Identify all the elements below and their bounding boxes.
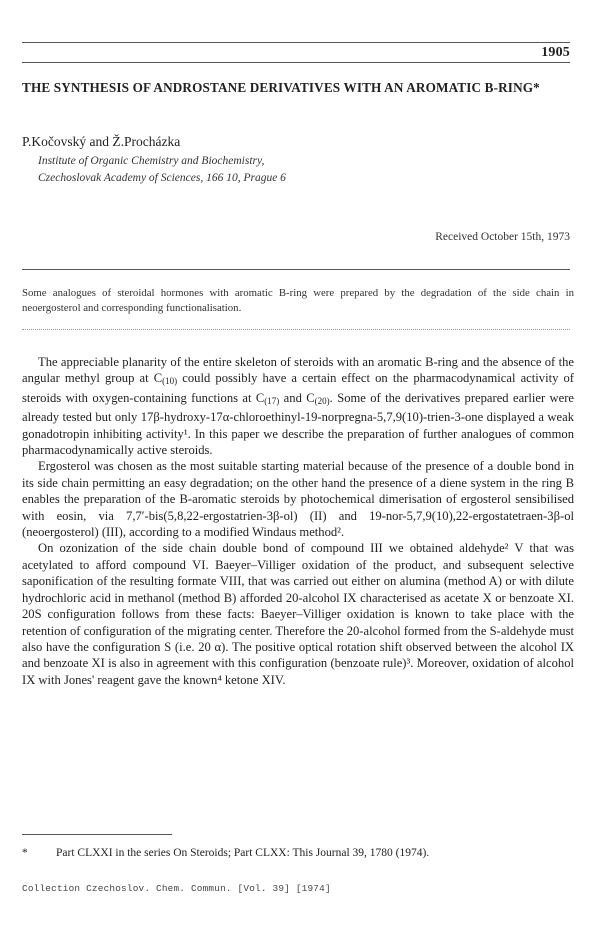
received-date: Received October 15th, 1973 (435, 231, 570, 243)
abstract-rule-top (22, 269, 570, 270)
affiliation-line-1: Institute of Organic Chemistry and Biochemistry, (38, 155, 265, 167)
paragraph-2: Ergosterol was chosen as the most suitable starting material because of the presence of a double bond in its side chain permitting an easy degradation; on the other hand the presence of a diene system in the ring B enables the preparation of the B-aromatic steroids by photochemical dimerisation of ergosterol sensibilised with eosin, via 7,7′-bis(5,8,22-ergostatrien-3β-ol) (II) and 19-nor-5,7,9(10),22-ergostatetraen-3β-ol (neoergosterol) (III), according to a modified Windaus method². (22, 459, 574, 540)
paragraph-3: On ozonization of the side chain double bond of compound III we obtained aldehyde² V that was acetylated to afford compound VI. Baeyer–Villiger oxidation of the product, and subsequent selective saponification of the resulting formate VIII, that was carried out either on alumina (method A) or with dilute hydrochloric acid in methanol (method B) afforded 20-alcohol IX characterised as acetate X or benzoate XI. 20S configuration follows from these facts: Baeyer–Villiger oxidation is known to take place with the retention of configuration of the migrating center. Therefore the 20-alcohol formed from the S-aldehyde must also have the configuration S (i.e. 20 α). The positive optical rotation shift observed between the alcohol IX and benzoate XI is also in agreement with this configuration (benzoate rule)³. Moreover, oxidation of alcohol IX with Jones' reagent gave the known⁴ ketone XIV. (22, 541, 574, 687)
footnote (22, 847, 429, 859)
abstract-rule-bottom (22, 329, 570, 330)
authors: P.Kočovský and Ž.Procházka (22, 134, 181, 149)
journal-citation: Collection Czechoslov. Chem. Commun. [Vol. 39] [1974] (22, 883, 331, 894)
footnote-rule (22, 834, 172, 835)
page-number: 1905 (541, 45, 570, 60)
abstract: Some analogues of steroidal hormones with aromatic B-ring were prepared by the degradation of the side chain in neoergosterol and corresponding functionalisation. (22, 287, 574, 314)
paragraph-1: The appreciable planarity of the entire skeleton of steroids with an aromatic B-ring and the absence of the angular methyl group at $C_{(10)}$ could possibly have a certain effect on the pharmacodynamical activity of steroids with oxygen-containing functions at $C_{(17)}$ and $C_{(20)}$. Some of the derivatives prepared earlier were already tested but only 17β-hydroxy-17α-chloroethinyl-19-norpregna-5,7,9(10)-trien-3-one displayed a weak gonadotropin inhibiting activity¹. In this paper we describe the preparation of further analogues of common pharmacodynamically active steroids. (22, 355, 574, 458)
affiliation-line-2: Czechoslovak Academy of Sciences, 166 10, Prague 6 (38, 172, 286, 184)
footnote-mark: * (22, 847, 28, 859)
header-rule-lower (22, 62, 570, 63)
footnote-text: Part CLXXI in the series On Steroids; Part CLXX: This Journal 39, 1780 (1974). (56, 847, 430, 859)
article-body (22, 354, 574, 688)
header-rule (22, 42, 570, 43)
article-title: THE SYNTHESIS OF ANDROSTANE DERIVATIVES WITH AN AROMATIC B-RING* (22, 80, 540, 95)
